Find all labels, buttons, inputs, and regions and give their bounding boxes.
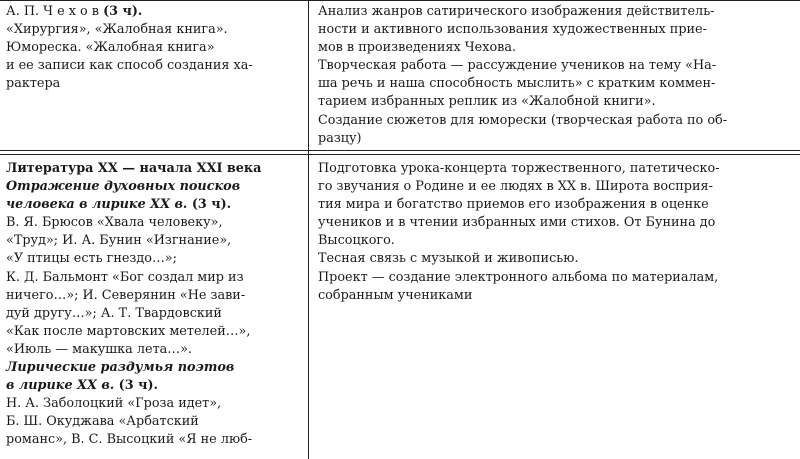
cell-line: К. Д. Бальмонт «Бог создал мир из: [6, 269, 244, 285]
text-run: (3 ч).: [114, 378, 158, 394]
cell-line: Создание сюжетов для юморески (творческая работа по об-: [318, 112, 728, 128]
cell-line: [6, 3, 304, 21]
cell-line: ничего…»; И. Северянин «Не зави-: [6, 287, 246, 303]
cell-line: романс», В. С. Высоцкий «Я не люб-: [6, 432, 253, 448]
cell-line: собранным учениками: [318, 287, 473, 303]
row-1-activities-cell: [318, 3, 796, 148]
cell-line: ности и активного использования художественных прие-: [318, 22, 707, 38]
cell-line: «Хирургия», «Жалобная книга».: [6, 22, 228, 38]
cell-line: рактера: [6, 76, 61, 92]
row-2-activities-cell: [318, 160, 796, 305]
cell-line: Тесная связь с музыкой и живописью.: [318, 251, 579, 267]
subsection-heading: Отражение духовных поисков: [6, 179, 241, 195]
text-run: (3 ч).: [103, 4, 143, 19]
cell-line: Подготовка урока-концерта торжественного, патетическо-: [318, 161, 720, 176]
table-column-divider: [308, 0, 309, 459]
text-run: человека в лирике XX в.: [6, 197, 188, 213]
cell-line: В. Я. Брюсов «Хвала человеку»,: [6, 215, 223, 231]
text-run: А. П. Ч е х о в: [6, 4, 104, 19]
row-divider: [0, 150, 800, 151]
cell-line: разцу): [318, 130, 362, 146]
cell-line: «Труд»; И. А. Бунин «Изгнание»,: [6, 233, 232, 249]
text-run: в лирике XX в.: [6, 378, 115, 394]
cell-line: тарием избранных реплик из «Жалобной книги».: [318, 94, 656, 110]
cell-line: Высоцкого.: [318, 233, 395, 249]
cell-line: го звучания о Родине и ее людях в XX в. Широта восприя-: [318, 179, 713, 195]
row-divider: [0, 154, 800, 155]
cell-line: и ее записи как способ создания ха-: [6, 58, 253, 74]
row-2-topic-cell: [6, 160, 304, 450]
cell-line: дуй другу…»; А. Т. Твардовский: [6, 305, 222, 321]
cell-line: [6, 196, 304, 214]
section-heading: Литература XX — начала XXI века: [6, 161, 262, 176]
cell-line: Н. А. Заболоцкий «Гроза идет»,: [6, 396, 222, 412]
cell-line: «Июль — макушка лета…».: [6, 341, 192, 357]
cell-line: тия мира и богатство приемов его изображения в оценке: [318, 197, 709, 213]
text-run: (3 ч).: [187, 197, 232, 213]
cell-line: Юмореска. «Жалобная книга»: [6, 40, 215, 56]
cell-line: [6, 377, 304, 395]
row-1-topic-cell: [6, 3, 304, 93]
cell-line: Творческая работа — рассуждение учеников на тему «На-: [318, 58, 717, 74]
cell-line: Б. Ш. Окуджава «Арбатский: [6, 414, 199, 430]
cell-line: ша речь и наша способность мыслить» с кратким коммен-: [318, 76, 716, 92]
cell-line: учеников и в чтении избранных ими стихов. От Бунина до: [318, 215, 716, 231]
cell-line: Проект — создание электронного альбома по материалам,: [318, 269, 719, 285]
cell-line: мов в произведениях Чехова.: [318, 40, 517, 56]
subsection-heading: Лирические раздумья поэтов: [6, 360, 235, 376]
cell-line: «У птицы есть гнездо…»;: [6, 251, 177, 267]
cell-line: Анализ жанров сатирического изображения действитель-: [318, 4, 715, 19]
table-border-top: [0, 0, 800, 1]
cell-line: «Как после мартовских метелей…»,: [6, 323, 251, 339]
